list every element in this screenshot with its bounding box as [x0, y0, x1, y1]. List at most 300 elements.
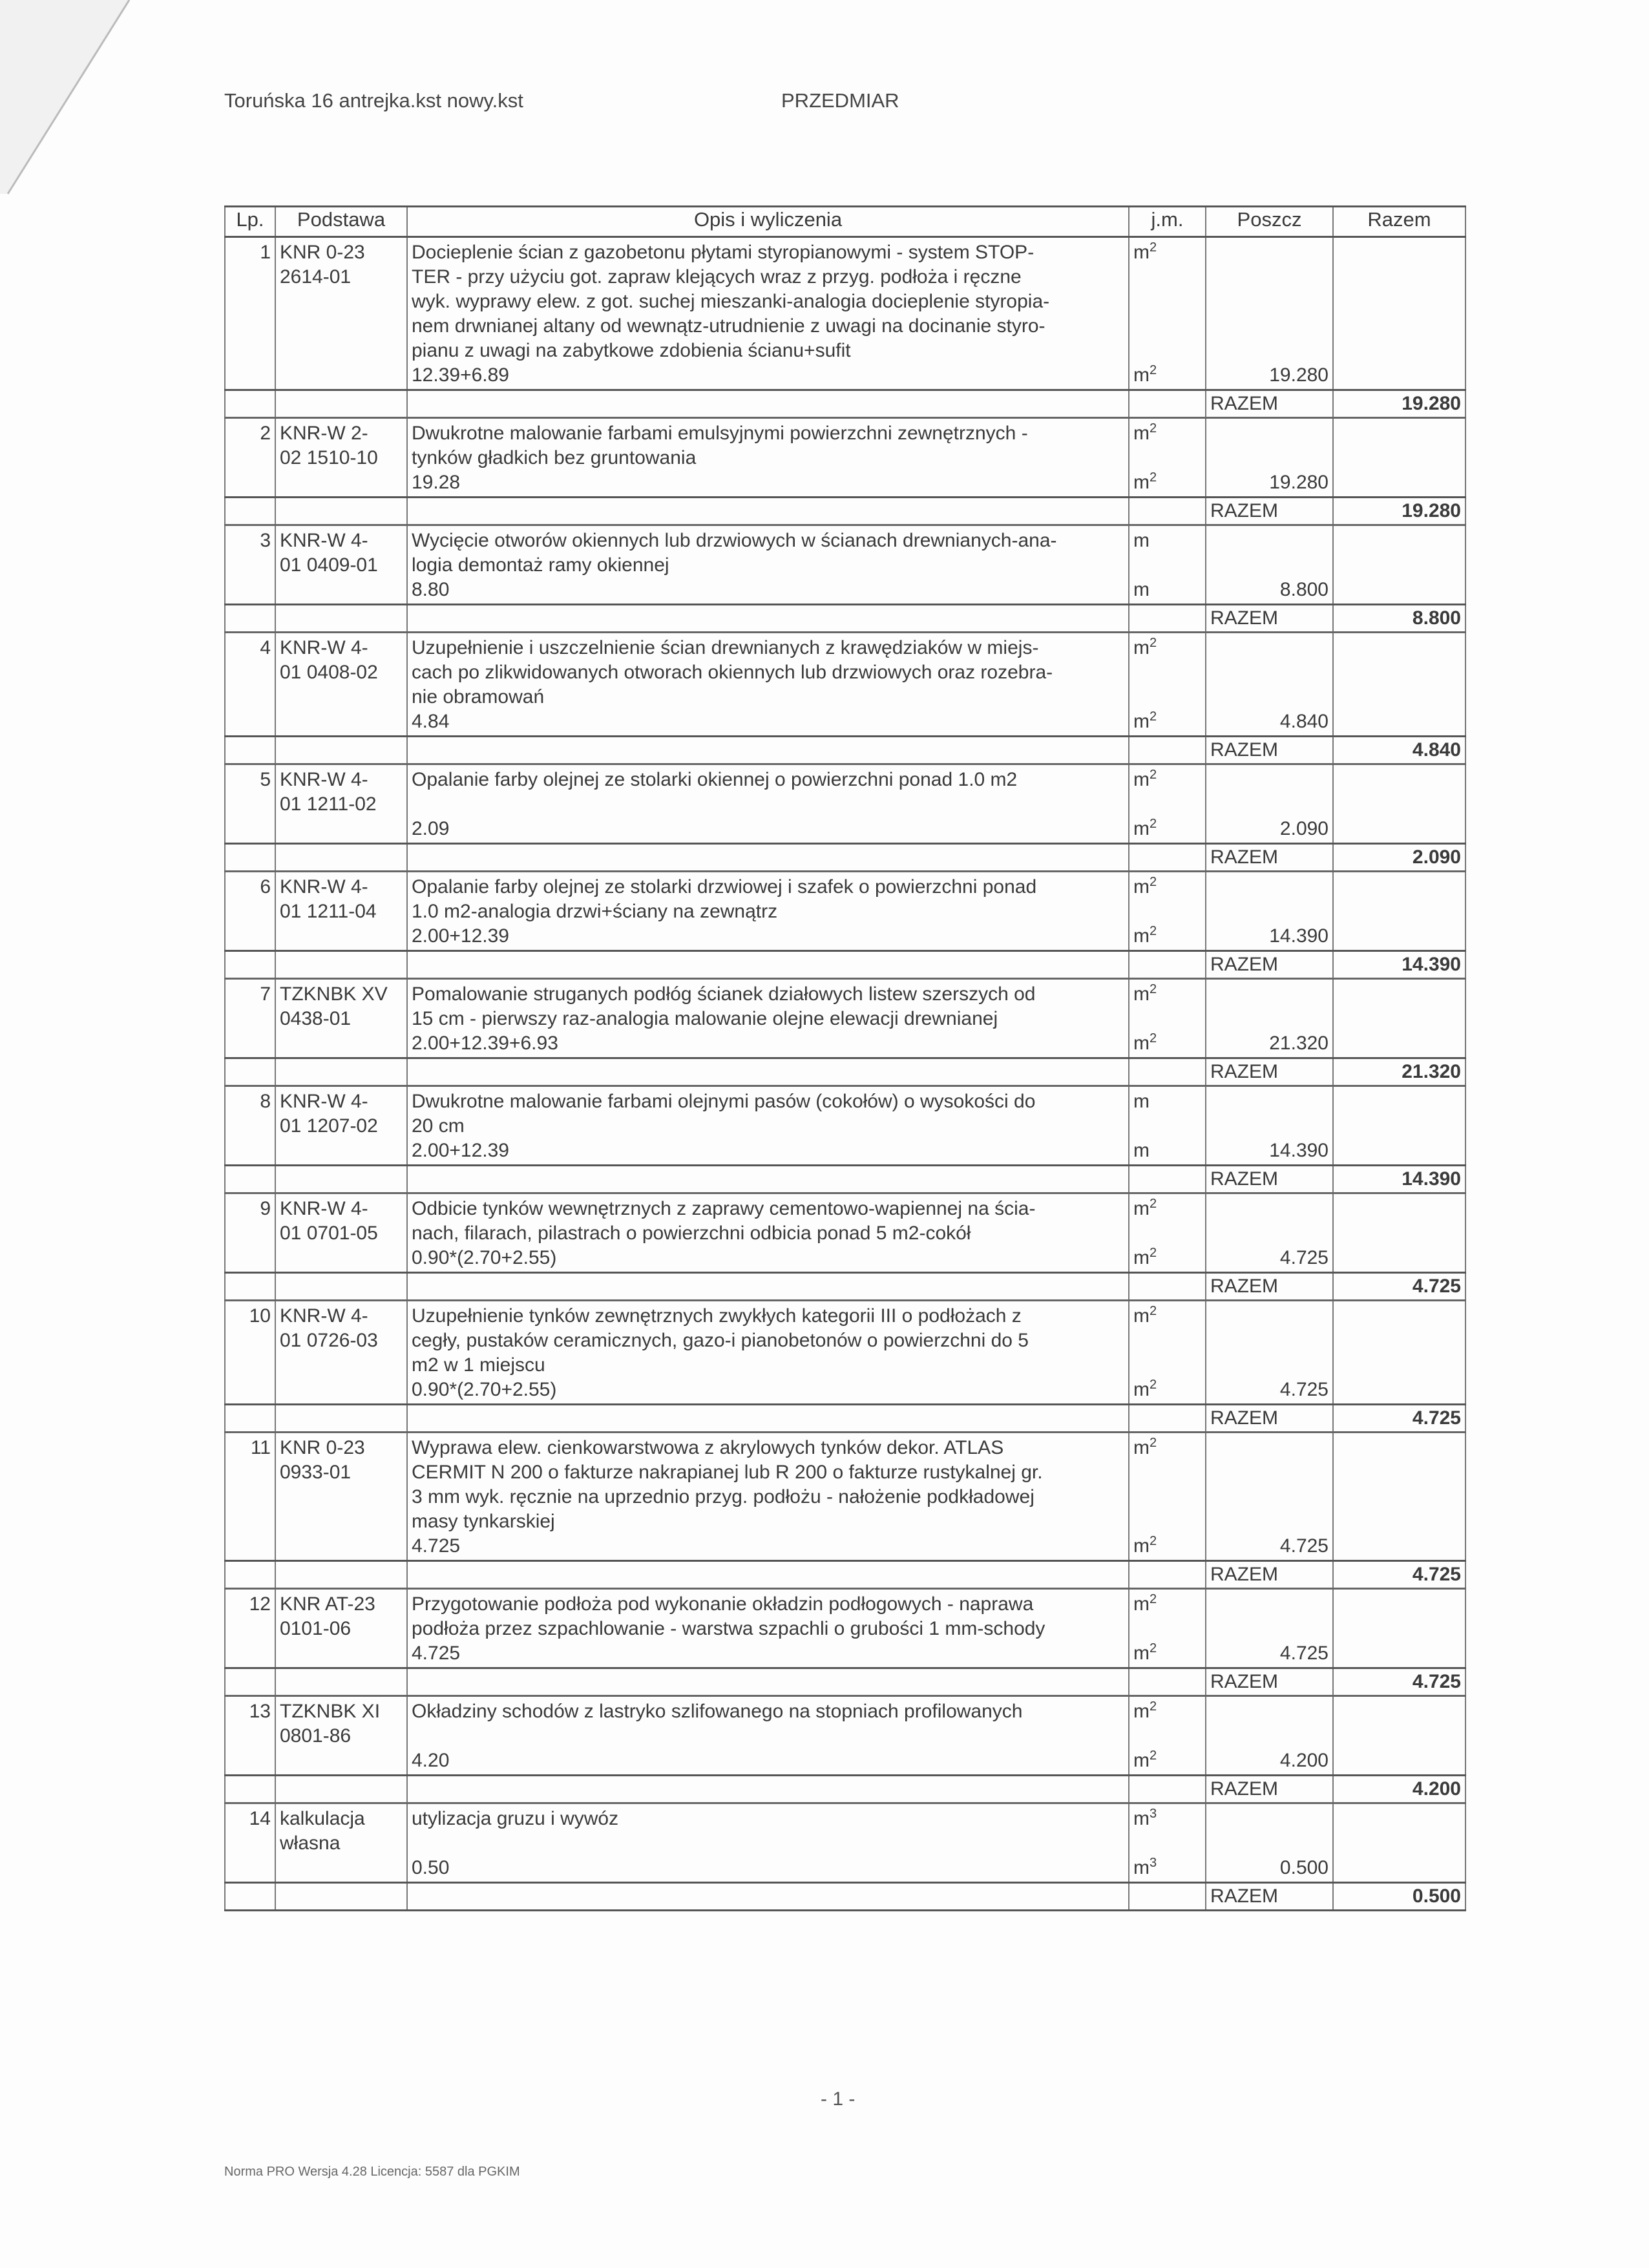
col-lp: Lp.	[225, 207, 275, 237]
item-description	[407, 633, 1129, 737]
summary-row	[225, 1883, 1465, 1911]
summary-row	[225, 498, 1465, 525]
razem-value: 19.280	[1333, 498, 1465, 525]
description-line: Opalanie farby olejnej ze stolarki okiennej o powierzchni ponad 1.0 m2	[412, 769, 1018, 790]
summary-empty	[225, 1058, 275, 1086]
description-line: cach po zlikwidowanych otworach okiennych lub drzwiowych oraz rozebra-	[412, 662, 1053, 683]
item-total-empty	[1333, 1301, 1465, 1405]
razem-value: 4.200	[1333, 1776, 1465, 1803]
item-number: 4	[225, 633, 275, 737]
summary-row	[225, 844, 1465, 872]
item-number: 5	[225, 764, 275, 844]
basis-line: KNR 0-23	[280, 1437, 365, 1458]
summary-empty	[1129, 844, 1206, 872]
unit-exponent: 3	[1150, 1807, 1157, 1821]
description-line: Uzupełnienie tynków zewnętrznych zwykłych kategorii III o podłożach z	[412, 1305, 1022, 1327]
description-line: 20 cm	[412, 1115, 465, 1137]
razem-value: 8.800	[1333, 605, 1465, 633]
item-total-empty	[1333, 979, 1465, 1058]
item-unit	[1129, 1803, 1206, 1883]
item-basis	[275, 1433, 407, 1561]
col-jm: j.m.	[1129, 207, 1206, 237]
calculation: 0.90*(2.70+2.55)	[412, 1247, 557, 1268]
description-line: nem drwnianej altany od wewnątz-utrudnienie z uwagi na docinanie styro-	[412, 315, 1045, 337]
item-basis	[275, 1301, 407, 1405]
item-unit	[1129, 1193, 1206, 1273]
unit-exponent: 2	[1150, 363, 1157, 377]
item-number: 9	[225, 1193, 275, 1273]
unit: m	[1133, 1437, 1150, 1458]
basis-line: KNR-W 4-	[280, 876, 368, 898]
summary-empty	[225, 1273, 275, 1301]
summary-empty	[275, 1561, 407, 1589]
summary-empty	[407, 737, 1129, 764]
unit-exponent: 2	[1150, 421, 1157, 436]
razem-label: RAZEM	[1206, 1058, 1333, 1086]
unit-exponent: 2	[1150, 768, 1157, 782]
summary-empty	[1129, 1776, 1206, 1803]
description-line: Odbicie tynków wewnętrznych z zaprawy cementowo-wapiennej na ścia-	[412, 1198, 1036, 1219]
description-line: m2 w 1 miejscu	[412, 1354, 545, 1376]
summary-empty	[275, 1668, 407, 1696]
quantity-value: 4.725	[1279, 1643, 1329, 1664]
basis-line: 01 1211-04	[280, 901, 377, 922]
item-number: 14	[225, 1803, 275, 1883]
summary-empty	[407, 1058, 1129, 1086]
unit: m	[1133, 1593, 1150, 1615]
unit-exponent: 2	[1150, 470, 1157, 485]
razem-value: 4.725	[1333, 1405, 1465, 1433]
basis-line: 01 0408-02	[280, 662, 378, 683]
basis-line: 0101-06	[280, 1618, 352, 1639]
item-total-empty	[1333, 1193, 1465, 1273]
basis-line: KNR-W 4-	[280, 1091, 368, 1112]
calculation: 2.00+12.39	[412, 925, 509, 947]
item-quantity	[1206, 1696, 1333, 1776]
unit: m	[1133, 1379, 1150, 1400]
summary-empty	[1129, 951, 1206, 979]
razem-label: RAZEM	[1206, 390, 1333, 418]
table-row	[225, 237, 1465, 390]
summary-empty	[225, 1883, 275, 1911]
description-line: tynków gładkich bez gruntowania	[412, 447, 697, 468]
unit-exponent: 2	[1150, 1378, 1157, 1392]
razem-label: RAZEM	[1206, 844, 1333, 872]
document-title: PRZEDMIAR	[781, 89, 899, 112]
basis-line: KNR-W 4-	[280, 530, 368, 551]
unit-top	[1133, 1699, 1201, 1724]
item-quantity	[1206, 1433, 1333, 1561]
item-quantity	[1206, 1803, 1333, 1883]
basis-line: 01 0726-03	[280, 1330, 378, 1351]
calculation: 0.90*(2.70+2.55)	[412, 1379, 557, 1400]
item-basis	[275, 764, 407, 844]
basis-line: 01 1207-02	[280, 1115, 378, 1137]
unit-bottom	[1133, 924, 1201, 949]
table-row	[225, 1301, 1465, 1405]
basis-line: KNR AT-23	[280, 1593, 375, 1615]
summary-row	[225, 605, 1465, 633]
item-unit	[1129, 418, 1206, 498]
item-unit	[1129, 764, 1206, 844]
unit-top	[1133, 1304, 1201, 1328]
basis-line: 0933-01	[280, 1462, 352, 1483]
summary-row	[225, 1561, 1465, 1589]
summary-empty	[1129, 1883, 1206, 1911]
item-unit	[1129, 1433, 1206, 1561]
item-quantity	[1206, 1301, 1333, 1405]
summary-empty	[225, 1776, 275, 1803]
calculation: 19.28	[412, 472, 461, 493]
summary-row	[225, 390, 1465, 418]
item-total-empty	[1333, 237, 1465, 390]
summary-empty	[407, 844, 1129, 872]
summary-empty	[407, 605, 1129, 633]
description-line: logia demontaż ramy okiennej	[412, 554, 669, 576]
item-total-empty	[1333, 872, 1465, 951]
basis-line: KNR-W 4-	[280, 1305, 368, 1327]
razem-value: 19.280	[1333, 390, 1465, 418]
unit-top	[1133, 1807, 1201, 1831]
quantity-value: 21.320	[1269, 1033, 1329, 1054]
item-description	[407, 525, 1129, 605]
summary-empty	[225, 951, 275, 979]
quantity-value: 8.800	[1279, 579, 1329, 600]
item-unit	[1129, 525, 1206, 605]
estimate-table	[224, 205, 1466, 1911]
summary-empty	[275, 605, 407, 633]
summary-empty	[1129, 605, 1206, 633]
quantity-value: 14.390	[1269, 1140, 1329, 1161]
summary-empty	[275, 498, 407, 525]
calculation: 2.09	[412, 818, 450, 839]
item-number: 10	[225, 1301, 275, 1405]
table-row	[225, 979, 1465, 1058]
table-row	[225, 872, 1465, 951]
summary-empty	[275, 1883, 407, 1911]
calculation: 12.39+6.89	[412, 364, 509, 386]
summary-row	[225, 1668, 1465, 1696]
item-unit	[1129, 1301, 1206, 1405]
summary-empty	[275, 737, 407, 764]
unit-exponent: 2	[1150, 1304, 1157, 1318]
summary-row	[225, 951, 1465, 979]
table-row	[225, 633, 1465, 737]
item-quantity	[1206, 1193, 1333, 1273]
summary-empty	[225, 1405, 275, 1433]
summary-empty	[225, 1166, 275, 1193]
quantity-value: 4.725	[1279, 1379, 1329, 1400]
summary-empty	[225, 1561, 275, 1589]
summary-empty	[407, 1166, 1129, 1193]
unit: m	[1133, 1140, 1150, 1161]
summary-row	[225, 1273, 1465, 1301]
unit: m	[1133, 925, 1150, 947]
file-name: Toruńska 16 antrejka.kst nowy.kst	[224, 89, 523, 112]
unit-exponent: 2	[1150, 709, 1157, 724]
item-basis	[275, 633, 407, 737]
item-description	[407, 1589, 1129, 1668]
description-line: Wyprawa elew. cienkowarstwowa z akrylowych tynków dekor. ATLAS	[412, 1437, 1004, 1458]
razem-value: 4.725	[1333, 1668, 1465, 1696]
basis-line: 0438-01	[280, 1008, 352, 1029]
item-number: 6	[225, 872, 275, 951]
item-basis	[275, 1589, 407, 1668]
razem-value: 14.390	[1333, 1166, 1465, 1193]
summary-empty	[1129, 1405, 1206, 1433]
unit: m	[1133, 983, 1150, 1005]
item-description	[407, 872, 1129, 951]
unit-top	[1133, 421, 1201, 446]
unit-bottom	[1133, 578, 1201, 602]
table-row	[225, 1803, 1465, 1883]
summary-empty	[275, 390, 407, 418]
basis-line: KNR-W 4-	[280, 637, 368, 658]
unit-bottom	[1133, 709, 1201, 734]
description-line: nie obramowań	[412, 686, 545, 708]
item-total-empty	[1333, 1589, 1465, 1668]
basis-line: własna	[280, 1832, 341, 1854]
unit: m	[1133, 472, 1150, 493]
unit-exponent: 2	[1150, 1748, 1157, 1763]
item-unit	[1129, 1086, 1206, 1166]
summary-empty	[407, 1273, 1129, 1301]
unit: m	[1133, 1198, 1150, 1219]
razem-label: RAZEM	[1206, 951, 1333, 979]
description-line: wyk. wyprawy elew. z got. suchej mieszanki-analogia docieplenie styropia-	[412, 291, 1050, 312]
summary-empty	[225, 498, 275, 525]
quantity-value: 4.840	[1279, 711, 1329, 732]
item-quantity	[1206, 633, 1333, 737]
item-description	[407, 418, 1129, 498]
unit-exponent: 2	[1150, 1197, 1157, 1211]
unit-top	[1133, 768, 1201, 792]
unit-bottom	[1133, 1534, 1201, 1559]
razem-value: 4.725	[1333, 1273, 1465, 1301]
item-number: 1	[225, 237, 275, 390]
unit-bottom	[1133, 1641, 1201, 1666]
unit-top	[1133, 529, 1201, 553]
table-row	[225, 418, 1465, 498]
table-row	[225, 1086, 1465, 1166]
razem-label: RAZEM	[1206, 1405, 1333, 1433]
unit-exponent: 2	[1150, 240, 1157, 255]
item-total-empty	[1333, 1433, 1465, 1561]
description-line: cegły, pustaków ceramicznych, gazo-i pianobetonów o powierzchni do 5	[412, 1330, 1029, 1351]
item-number: 12	[225, 1589, 275, 1668]
item-quantity	[1206, 872, 1333, 951]
summary-row	[225, 737, 1465, 764]
summary-empty	[275, 1776, 407, 1803]
unit: m	[1133, 1091, 1150, 1112]
calculation: 0.50	[412, 1857, 450, 1878]
item-unit	[1129, 872, 1206, 951]
unit-top	[1133, 636, 1201, 660]
unit-top	[1133, 1592, 1201, 1617]
item-total-empty	[1333, 1803, 1465, 1883]
razem-value: 0.500	[1333, 1883, 1465, 1911]
razem-value: 2.090	[1333, 844, 1465, 872]
item-unit	[1129, 633, 1206, 737]
description-line: utylizacja gruzu i wywóz	[412, 1808, 619, 1829]
unit-exponent: 2	[1150, 1031, 1157, 1045]
summary-empty	[407, 498, 1129, 525]
unit: m	[1133, 1247, 1150, 1268]
scan-fold-mark	[0, 0, 142, 207]
basis-line: 02 1510-10	[280, 447, 378, 468]
item-basis	[275, 1803, 407, 1883]
unit: m	[1133, 423, 1150, 444]
item-quantity	[1206, 1086, 1333, 1166]
quantity-value: 2.090	[1279, 818, 1329, 839]
unit-exponent: 2	[1150, 1436, 1157, 1450]
unit: m	[1133, 1643, 1150, 1664]
summary-empty	[407, 951, 1129, 979]
table-row	[225, 764, 1465, 844]
unit-exponent: 3	[1150, 1856, 1157, 1870]
unit: m	[1133, 769, 1150, 790]
item-quantity	[1206, 764, 1333, 844]
calculation: 4.20	[412, 1750, 450, 1771]
summary-empty	[1129, 1273, 1206, 1301]
item-unit	[1129, 1589, 1206, 1668]
basis-line: 01 0409-01	[280, 554, 378, 576]
item-description	[407, 1086, 1129, 1166]
description-line: Docieplenie ścian z gazobetonu płytami styropianowymi - system STOP-	[412, 242, 1035, 263]
summary-empty	[1129, 1058, 1206, 1086]
unit-exponent: 2	[1150, 1592, 1157, 1606]
description-line: Dwukrotne malowanie farbami emulsyjnymi powierzchni zewnętrznych -	[412, 423, 1028, 444]
description-line: Pomalowanie struganych podłóg ścianek działowych listew szerszych od	[412, 983, 1036, 1005]
summary-row	[225, 1058, 1465, 1086]
table-row	[225, 1433, 1465, 1561]
item-basis	[275, 1696, 407, 1776]
description-line: Wycięcie otworów okiennych lub drzwiowych w ścianach drewnianych-ana-	[412, 530, 1057, 551]
quantity-value: 4.725	[1279, 1247, 1329, 1268]
razem-value: 14.390	[1333, 951, 1465, 979]
razem-label: RAZEM	[1206, 498, 1333, 525]
description-line: TER - przy użyciu got. zapraw klejących wraz z przyg. podłoża i ręczne	[412, 266, 1022, 288]
item-description	[407, 1803, 1129, 1883]
table-row	[225, 1589, 1465, 1668]
summary-empty	[407, 390, 1129, 418]
razem-label: RAZEM	[1206, 1166, 1333, 1193]
summary-empty	[1129, 737, 1206, 764]
quantity-value: 4.200	[1279, 1750, 1329, 1771]
summary-empty	[407, 1668, 1129, 1696]
description-line: pianu z uwagi na zabytkowe zdobienia ścianu+sufit	[412, 340, 851, 361]
col-razem: Razem	[1333, 207, 1465, 237]
unit-bottom	[1133, 1246, 1201, 1270]
item-number: 8	[225, 1086, 275, 1166]
description-line: CERMIT N 200 o fakturze nakrapianej lub R 200 o fakturze rustykalnej gr.	[412, 1462, 1043, 1483]
item-description	[407, 764, 1129, 844]
unit-exponent: 2	[1150, 817, 1157, 831]
item-quantity	[1206, 418, 1333, 498]
item-description	[407, 979, 1129, 1058]
unit: m	[1133, 711, 1150, 732]
summary-empty	[225, 1668, 275, 1696]
description-line: Opalanie farby olejnej ze stolarki drzwiowej i szafek o powierzchni ponad	[412, 876, 1037, 898]
quantity-value: 19.280	[1269, 472, 1329, 493]
summary-empty	[225, 390, 275, 418]
unit-exponent: 2	[1150, 1699, 1157, 1714]
description-line: 15 cm - pierwszy raz-analogia malowanie olejne elewacji drewnianej	[412, 1008, 998, 1029]
quantity-value: 19.280	[1269, 364, 1329, 386]
calculation: 2.00+12.39	[412, 1140, 509, 1161]
item-basis	[275, 525, 407, 605]
basis-line: KNR-W 4-	[280, 1198, 368, 1219]
razem-label: RAZEM	[1206, 1561, 1333, 1589]
description-line: 3 mm wyk. ręcznie na uprzednio przyg. podłożu - nałożenie podkładowej	[412, 1486, 1035, 1507]
table-row	[225, 1696, 1465, 1776]
summary-empty	[225, 844, 275, 872]
item-description	[407, 1193, 1129, 1273]
unit-bottom	[1133, 1748, 1201, 1773]
unit: m	[1133, 1535, 1150, 1557]
summary-empty	[407, 1561, 1129, 1589]
unit: m	[1133, 530, 1150, 551]
item-quantity	[1206, 1589, 1333, 1668]
unit-exponent: 2	[1150, 1534, 1157, 1548]
item-quantity	[1206, 979, 1333, 1058]
unit-exponent: 2	[1150, 924, 1157, 938]
calculation: 4.84	[412, 711, 450, 732]
summary-empty	[407, 1776, 1129, 1803]
unit-exponent: 2	[1150, 875, 1157, 889]
summary-empty	[275, 1058, 407, 1086]
item-unit	[1129, 979, 1206, 1058]
unit-top	[1133, 1197, 1201, 1221]
item-total-empty	[1333, 633, 1465, 737]
description-line: Dwukrotne malowanie farbami olejnymi pasów (cokołów) o wysokości do	[412, 1091, 1036, 1112]
table-row	[225, 1193, 1465, 1273]
summary-empty	[225, 737, 275, 764]
description-line: Okładziny schodów z lastryko szlifowanego na stopniach profilowanych	[412, 1701, 1023, 1722]
description-line: Przygotowanie podłoża pod wykonanie okładzin podłogowych - naprawa	[412, 1593, 1034, 1615]
razem-label: RAZEM	[1206, 1273, 1333, 1301]
item-total-empty	[1333, 1086, 1465, 1166]
item-description	[407, 1301, 1129, 1405]
unit-bottom	[1133, 1031, 1201, 1056]
item-basis	[275, 1193, 407, 1273]
unit-bottom	[1133, 1856, 1201, 1880]
unit: m	[1133, 1305, 1150, 1327]
item-total-empty	[1333, 764, 1465, 844]
quantity-value: 0.500	[1279, 1857, 1329, 1878]
item-number: 3	[225, 525, 275, 605]
summary-empty	[275, 1273, 407, 1301]
quantity-value: 14.390	[1269, 925, 1329, 947]
razem-value: 4.725	[1333, 1561, 1465, 1589]
summary-empty	[407, 1883, 1129, 1911]
unit: m	[1133, 1033, 1150, 1054]
item-description	[407, 1433, 1129, 1561]
table-row	[225, 525, 1465, 605]
basis-line: 01 1211-02	[280, 793, 377, 815]
unit: m	[1133, 579, 1150, 600]
summary-row	[225, 1776, 1465, 1803]
calculation: 4.725	[412, 1535, 461, 1557]
basis-line: TZKNBK XI	[280, 1701, 381, 1722]
unit: m	[1133, 242, 1150, 263]
item-description	[407, 1696, 1129, 1776]
summary-row	[225, 1405, 1465, 1433]
unit-bottom	[1133, 470, 1201, 495]
col-poszcz: Poszcz	[1206, 207, 1333, 237]
unit: m	[1133, 818, 1150, 839]
summary-empty	[275, 844, 407, 872]
